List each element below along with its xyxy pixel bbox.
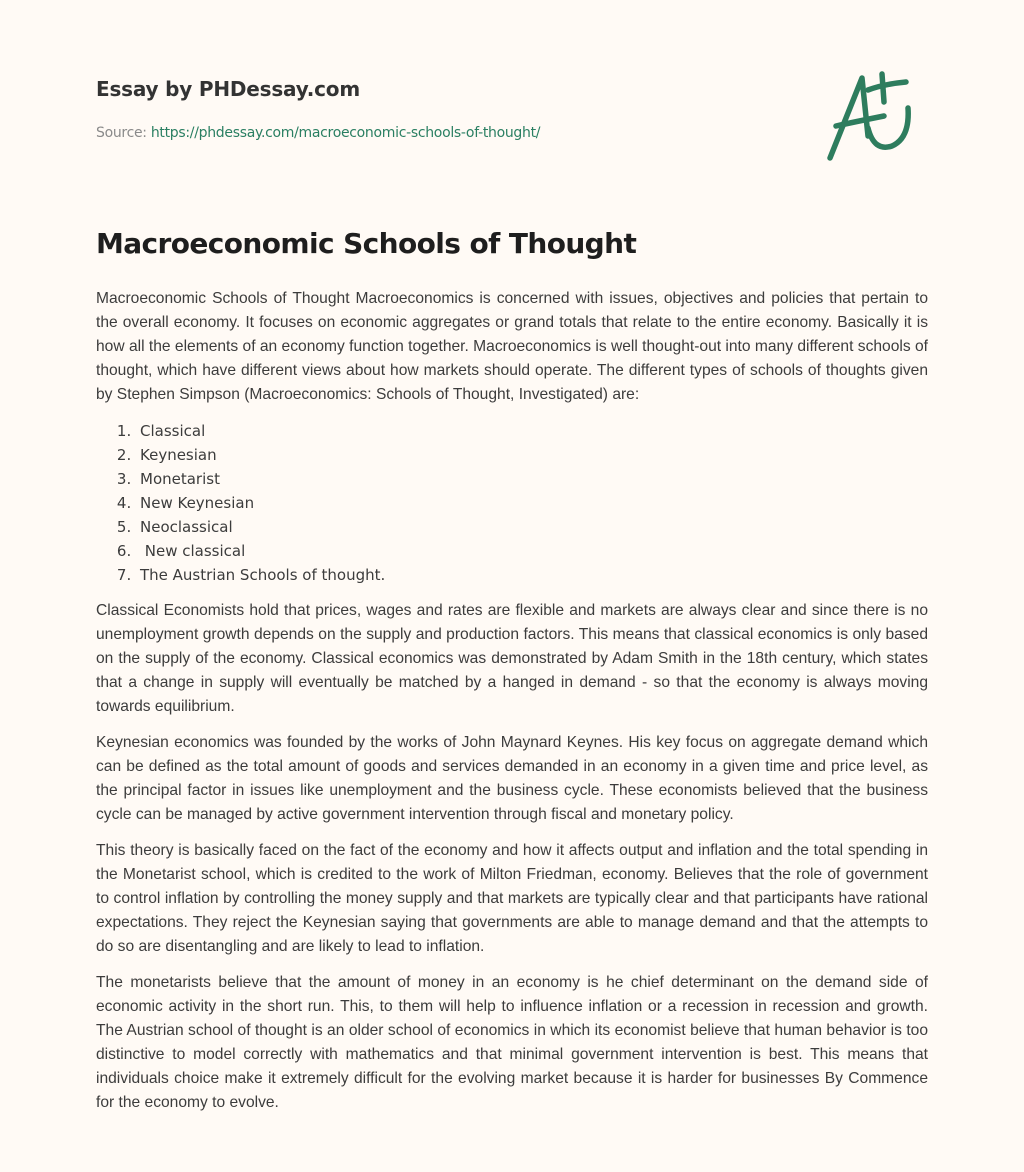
- source-line: [96, 123, 696, 143]
- intro-paragraph: Macroeconomic Schools of Thought Macroeconomics is concerned with issues, objectives and policies that pertain to the overall economy. It focuses on economic aggregates or grand totals that relate to the entire economy. Basically it is how all the elements of an economy function together. Macroeconomics is well thought-out into many different schools of thought, which have different views about how markets should operate. The different types of schools of thoughts given by Stephen Simpson (Macroeconomics: Schools of Thought, Investigated) are:: [96, 290, 928, 403]
- monetarist-paragraph: This theory is basically faced on the fact of the economy and how it affects output and inflation and the total spending in the Monetarist school, which is credited to the work of Milton Friedman, economy. Believes that the role of government to control inflation by controlling the money supply and that markets are typically clear and that participants have rational expectations. They reject the Keynesian saying that governments are able to manage demand and that the attempts to do so are disentangling and are likely to lead to inflation.: [96, 842, 928, 955]
- list-item: 1. Classical: [136, 419, 928, 443]
- list-item: 3. Monetarist: [136, 467, 928, 491]
- list-item: 4. New Keynesian: [136, 491, 928, 515]
- list-item: 2. Keynesian: [136, 443, 928, 467]
- schools-list: [96, 419, 928, 587]
- classical-paragraph: Classical Economists hold that prices, wages and rates are flexible and markets are always clear and since there is no unemployment growth depends on the supply and production factors. This means that classical economics is only based on the supply of the economy. Classical economics was demonstrated by Adam Smith in the 18th century, which states that a change in supply will eventually be matched by a hanged in demand - so that the economy is always moving towards equilibrium.: [96, 602, 928, 715]
- source-label: Source:: [96, 125, 147, 141]
- list-item: 7. The Austrian Schools of thought.: [136, 563, 928, 587]
- source-link[interactable]: https://phdessay.com/macroeconomic-schools-of-thought/: [150, 125, 541, 141]
- article: [96, 224, 928, 1127]
- a-plus-grade-icon: [822, 66, 932, 166]
- list-item: 5. Neoclassical: [136, 515, 928, 539]
- austrian-paragraph: The monetarists believe that the amount of money in an economy is he chief determinant on the demand side of economic activity in the short run. This, to them will help to influence inflation or a recession in recession and growth. The Austrian school of thought is an older school of economics in which its economist believe that human behavior is too distinctive to model correctly with mathematics and that minimal government intervention is best. This means that individuals choice make it extremely difficult for the evolving market because it is harder for businesses By Commence for the economy to evolve.: [96, 974, 928, 1111]
- site-title: Essay by PHDessay.com: [96, 77, 360, 101]
- list-item: 6. New classical: [136, 539, 928, 563]
- page-title: Macroeconomic Schools of Thought: [96, 227, 637, 260]
- page-header: [96, 74, 696, 143]
- keynesian-paragraph: Keynesian economics was founded by the works of John Maynard Keynes. His key focus on aggregate demand which can be defined as the total amount of goods and services demanded in an economy in a given time and price level, as the principal factor in issues like unemployment and the business cycle. These economists believed that the business cycle can be managed by active government intervention through fiscal and monetary policy.: [96, 734, 928, 823]
